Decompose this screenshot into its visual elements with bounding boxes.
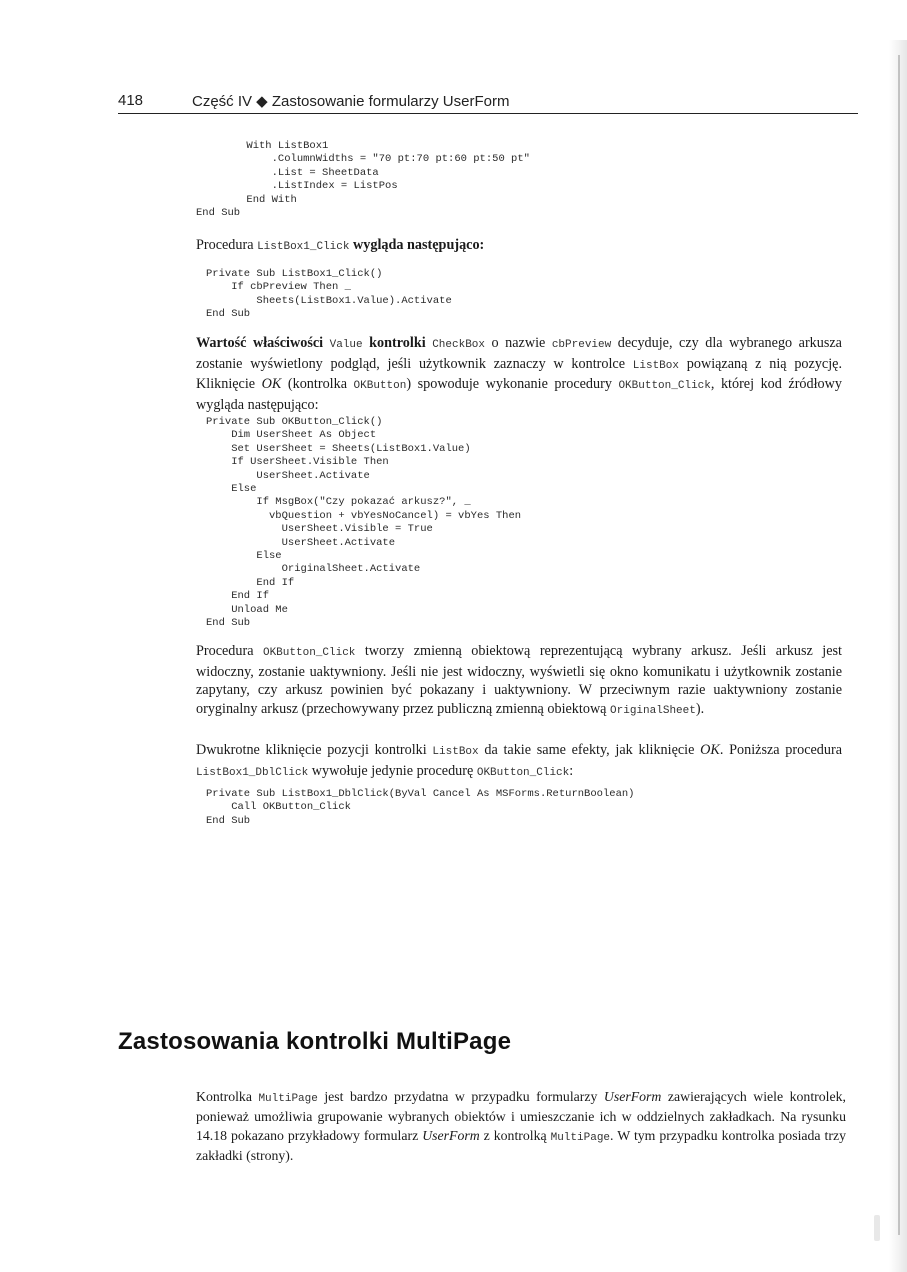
paragraph-cbpreview: Wartość właściwości Value kontrolki CheckBox o nazwie cbPreview decyduje, czy dla wybranego arkusza zostanie wyświetlony podgląd, jeśli użytkownik zaznaczy w kontrolce ListBox powiązaną z nią pozycję. Kliknięcie OK (kontrolka OKButton) spowoduje wykonanie procedury OKButton_Click, której kod źródłowy wygląda następująco:	[196, 335, 842, 413]
code-block-listbox-click: Private Sub ListBox1_Click() If cbPreview Then _ Sheets(ListBox1.Value).Activate End Sub	[206, 268, 452, 321]
paragraph-okbutton-description: Procedura OKButton_Click tworzy zmienną obiektową reprezentującą wybrany arkusz. Jeśli arkusz jest widoczny, zostanie uaktywniony. Jeśli nie jest widoczny, wyświetli się okno komunikatu i użytkownik zostanie zapytany, czy arkusz powinien być pokazany i uaktywniony. W przeciwnym razie uaktywniony zostanie oryginalny arkusz (przechowywany przez publiczną zmienną obiektową OriginalSheet).	[196, 643, 842, 717]
header-rule	[118, 113, 858, 114]
code-block-listbox-init: With ListBox1 .ColumnWidths = "70 pt:70 pt:60 pt:50 pt" .List = SheetData .ListIndex = ListPos End With End Sub	[196, 140, 530, 220]
running-title: Część IV ◆ Zastosowanie formularzy UserForm	[192, 93, 510, 110]
paragraph-dblclick: Dwukrotne kliknięcie pozycji kontrolki ListBox da takie same efekty, jak kliknięcie OK. Poniższa procedura ListBox1_DblClick wywołuje jedynie procedurę OKButton_Click:	[196, 742, 842, 779]
page-header	[118, 90, 858, 112]
code-block-okbutton-click: Private Sub OKButton_Click() Dim UserSheet As Object Set UserSheet = Sheets(ListBox1.Value) If UserSheet.Visible Then UserSheet.Activate Else If MsgBox("Czy pokazać arkusz?", _ vbQuestion + vbYesNoCancel) = vbYes Then UserSheet.Visible = True UserSheet.Activate Else OriginalSheet.Activate End If End If Unload Me End Sub	[206, 416, 522, 630]
scan-binding-line	[898, 55, 900, 1235]
code-block-listbox-dblclick: Private Sub ListBox1_DblClick(ByVal Cancel As MSForms.ReturnBoolean) Call OKButton_Click End Sub	[206, 788, 635, 827]
section-heading: Zastosowania kontrolki MultiPage	[118, 1028, 512, 1055]
scan-smudge	[874, 1215, 880, 1241]
paragraph-multipage-intro: Kontrolka MultiPage jest bardzo przydatna w przypadku formularzy UserForm zawierających wiele kontrolek, ponieważ umożliwia grupowanie wybranych obiektów i umieszczanie ich w oddzielnych zakładkach. Na rysunku 14.18 pokazano przykładowy formularz UserForm z kontrolką MultiPage. W tym przypadku kontrolka posiada trzy zakładki (strony).	[196, 1089, 846, 1164]
paragraph-listbox-click-intro: Procedura ListBox1_Click wygląda następująco:	[196, 237, 485, 253]
page-number: 418	[118, 92, 144, 109]
